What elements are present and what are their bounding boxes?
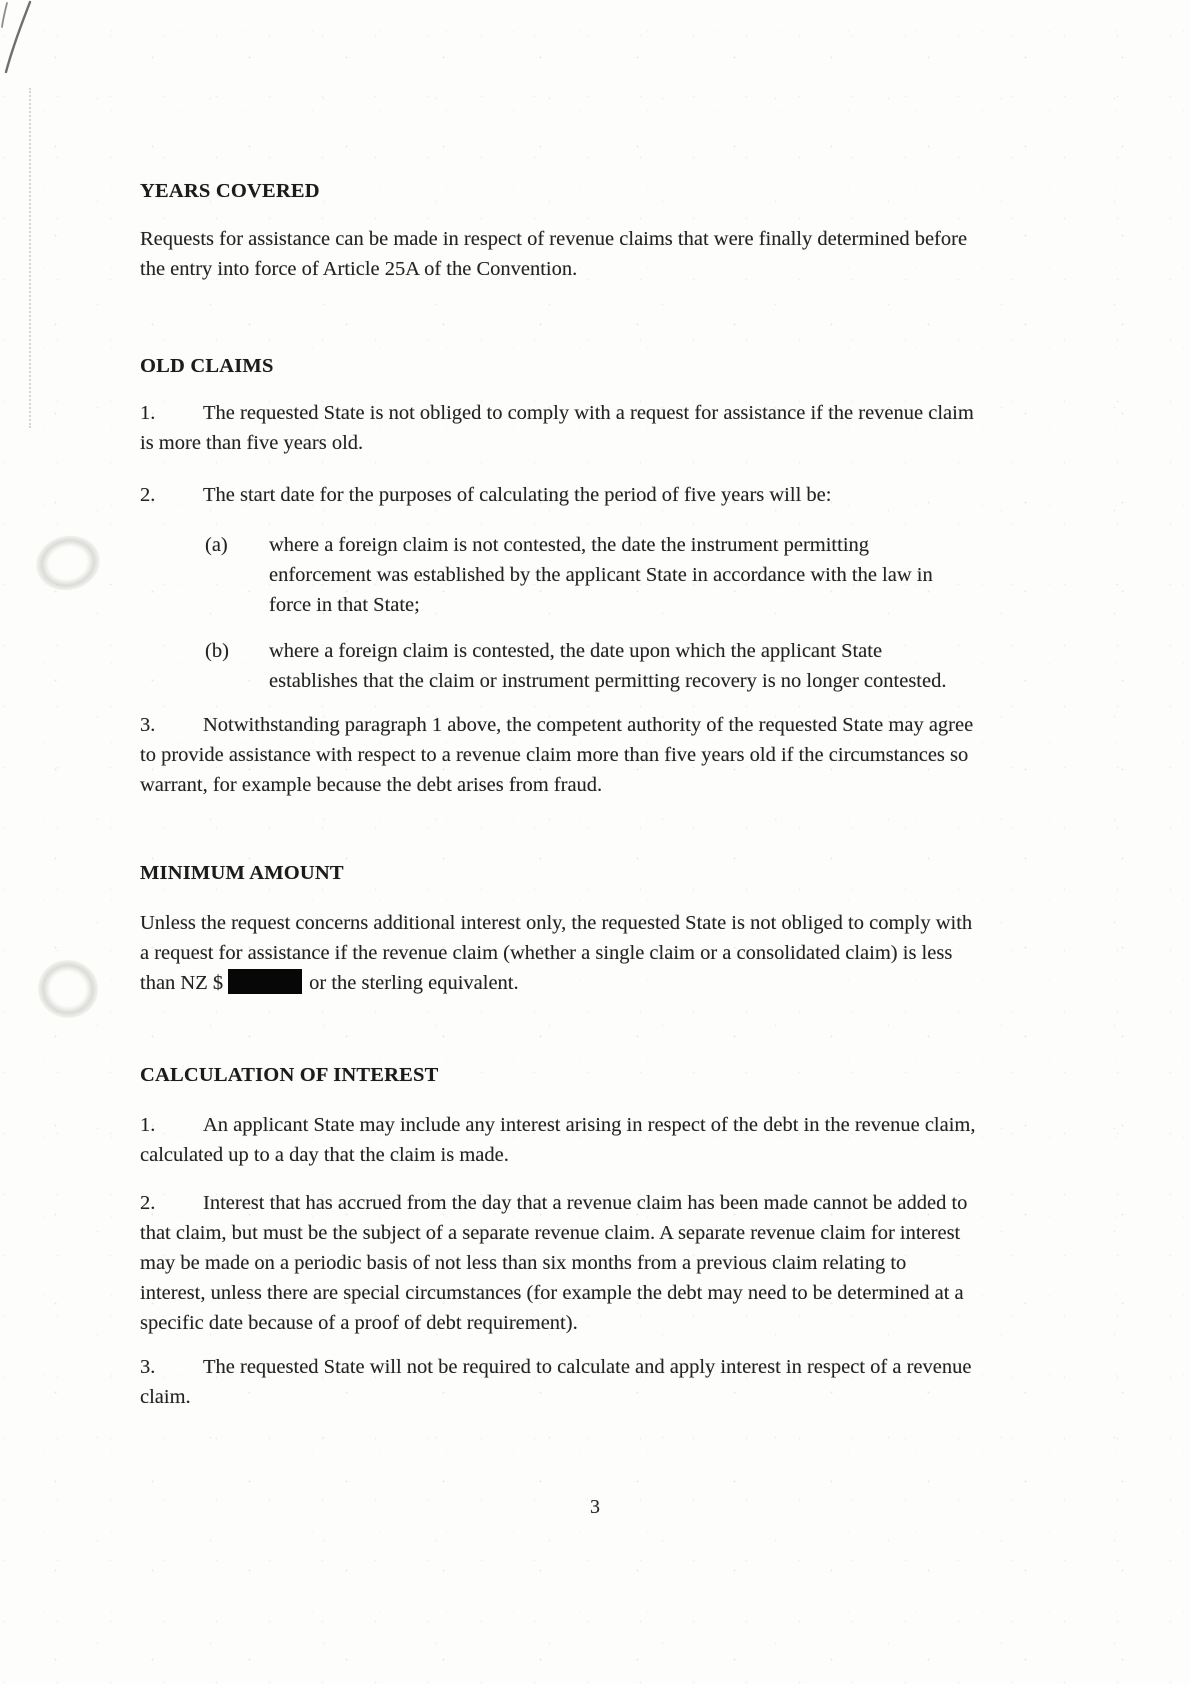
numbered-paragraph xyxy=(140,710,976,800)
paragraph-text-before-redaction: Unless the request concerns additional interest only, the requested State is not obliged to comply with a request for assistance if the revenue claim (whether a single claim or a consolidated claim) is less than NZ $ xyxy=(140,912,973,994)
paragraph-number: 1. xyxy=(140,1114,156,1136)
subparagraph-text: where a foreign claim is contested, the date upon which the applicant State establishes that the claim or instrument permitting recovery is no longer contested. xyxy=(269,640,947,692)
paragraph-text: An applicant State may include any interest arising in respect of the debt in the revenue claim, calculated up to a day that the claim is made. xyxy=(140,1114,976,1166)
numbered-paragraph xyxy=(140,398,976,458)
section-heading-years-covered: YEARS COVERED xyxy=(140,180,320,202)
subparagraph-letter: (a) xyxy=(205,534,228,556)
section-heading-calculation-of-interest: CALCULATION OF INTEREST xyxy=(140,1064,439,1086)
paragraph-text: The requested State will not be required to calculate and apply interest in respect of a revenue claim. xyxy=(140,1356,972,1408)
years-covered-paragraph: Requests for assistance can be made in respect of revenue claims that were finally determined before the entry into force of Article 25A of the Convention. xyxy=(140,228,968,280)
numbered-paragraph xyxy=(140,480,976,510)
section-heading-minimum-amount: MINIMUM AMOUNT xyxy=(140,862,344,884)
scan-margin-line xyxy=(29,88,31,428)
paragraph-number: 3. xyxy=(140,1356,156,1378)
paragraph-text: The requested State is not obliged to comply with a request for assistance if the revenue claim is more than five years old. xyxy=(140,402,974,454)
subparagraph-text: where a foreign claim is not contested, the date the instrument permitting enforcement was established by the applicant State in accordance with the law in force in that State; xyxy=(269,534,933,616)
pen-stroke-icon xyxy=(0,0,70,95)
lettered-subparagraph xyxy=(205,530,976,620)
paragraph-text-after-redaction: or the sterling equivalent. xyxy=(309,972,519,994)
paragraph-text: The start date for the purposes of calculating the period of five years will be: xyxy=(203,484,832,506)
ring-stain xyxy=(30,529,105,597)
paragraph-text: Notwithstanding paragraph 1 above, the competent authority of the requested State may agree to provide assistance with respect to a revenue claim more than five years old if the circumstances so warrant, for example because the debt arises from fraud. xyxy=(140,714,974,796)
numbered-paragraph xyxy=(140,1188,976,1338)
paragraph-number: 2. xyxy=(140,484,156,506)
paragraph-number: 1. xyxy=(140,402,156,424)
page-number: 3 xyxy=(590,1496,600,1518)
paragraph-text: Interest that has accrued from the day that a revenue claim has been made cannot be added to that claim, but must be the subject of a separate revenue claim. A separate revenue claim for interest may be made on a periodic basis of not less than six months from a previous claim relating to interest, unless there are special circumstances (for example the debt may need to be determined at a specific date because of a proof of debt requirement). xyxy=(140,1192,968,1334)
numbered-paragraph xyxy=(140,1352,976,1412)
minimum-amount-paragraph xyxy=(140,908,976,998)
redaction-box xyxy=(228,969,302,994)
numbered-paragraph xyxy=(140,1110,976,1170)
paragraph-number: 2. xyxy=(140,1192,156,1214)
ring-stain xyxy=(34,956,101,1022)
lettered-subparagraph xyxy=(205,636,976,696)
subparagraph-letter: (b) xyxy=(205,640,229,662)
paragraph-number: 3. xyxy=(140,714,156,736)
document-body xyxy=(140,176,976,1412)
section-heading-old-claims: OLD CLAIMS xyxy=(140,355,274,377)
